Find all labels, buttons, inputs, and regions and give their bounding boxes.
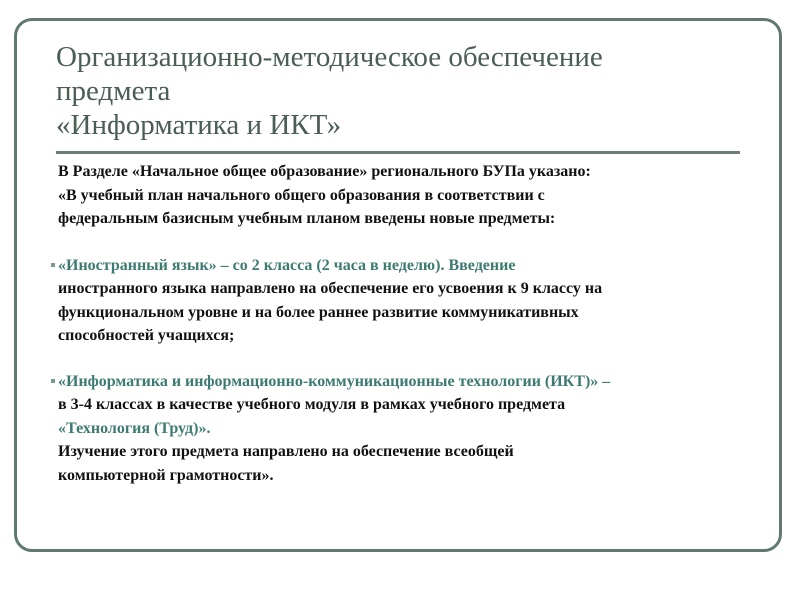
title-underline: [56, 151, 740, 154]
bullet-text: иностранного языка направлено на обеспечение его усвоения к 9 классу на: [58, 280, 603, 297]
title-line: предмета: [56, 75, 171, 107]
title-line: Организационно-методическое обеспечение: [56, 41, 603, 73]
bullet-icon: [51, 263, 55, 267]
slide-title: [56, 40, 756, 142]
slide-body: [58, 160, 758, 487]
intro-text: В Разделе «Начальное общее образование» регионального БУПа указано:: [58, 163, 591, 180]
intro-text: «В учебный план начального общего образования в соответствии с: [58, 186, 545, 204]
bullet-text: в 3-4 классах в качестве учебного модуля в рамках учебного предмета: [58, 396, 566, 413]
bullet-text: функциональном уровне и на более раннее развитие коммуникативных: [58, 303, 579, 321]
bullet-text: «Технология (Труд)».: [58, 419, 211, 437]
bullet-text: «Иностранный язык» – со 2 класса (2 часа в неделю). Введение: [58, 256, 516, 274]
bullet-text: Изучение этого предмета направлено на обеспечение всеобщей: [58, 443, 514, 460]
title-line: «Информатика и ИКТ»: [56, 109, 342, 141]
bullet-item-foreign-language: [58, 254, 758, 278]
bullet-icon: [51, 379, 55, 383]
intro-text: федеральным базисным учебным планом введены новые предметы:: [58, 210, 556, 227]
bullet-text: «Информатика и информационно-коммуникационные технологии (ИКТ)» –: [58, 372, 611, 390]
bullet-item-informatics: [58, 370, 758, 394]
bullet-text: компьютерной грамотности».: [58, 466, 274, 484]
bullet-text: способностей учащихся;: [58, 327, 235, 344]
